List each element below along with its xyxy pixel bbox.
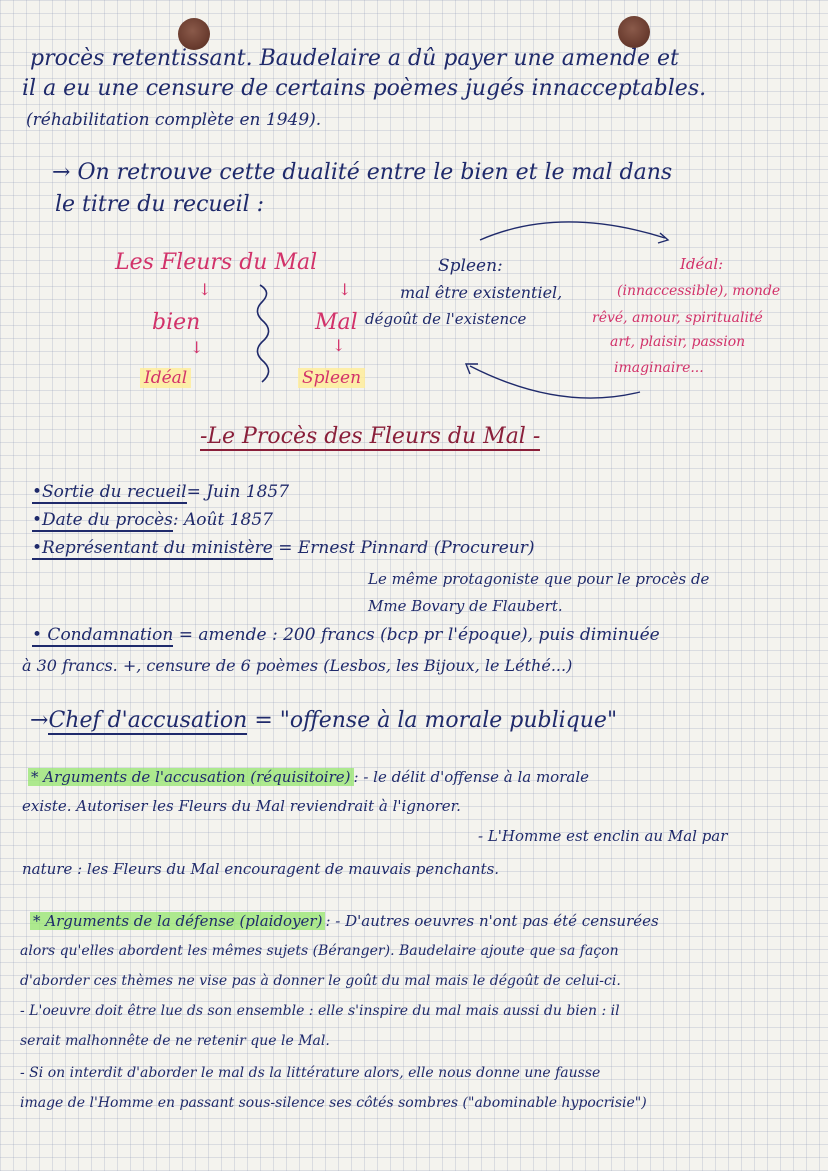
squiggle-brace-icon [250,280,280,390]
chef-accusation: →Chef d'accusation = "offense à la morale publique" [30,708,618,733]
duality-line-2: le titre du recueil : [55,192,265,217]
fact-representant: •Représentant du ministère = Ernest Pinnard (Procureur) [32,538,535,558]
section-title: -Le Procès des Fleurs du Mal - [200,424,541,449]
diagram-mal: Mal [315,310,358,335]
punch-hole-right [618,16,650,48]
diagram-ideal: Idéal [140,368,191,388]
accusation-line-3: - L'Homme est enclin au Mal par [478,827,728,845]
accusation-line-4: nature : les Fleurs du Mal encouragent de mauvais penchants. [22,860,500,878]
intro-line-2: il a eu une censure de certains poèmes jugés innacceptables. [22,76,707,101]
fact-rep-note-2: Mme Bovary de Flaubert. [368,597,563,615]
arrow-down-icon: ↓ [198,280,212,299]
ideal-heading: Idéal: [680,255,724,273]
ideal-desc-2: rêvé, amour, spiritualité [592,310,763,326]
defense-line-7: image de l'Homme en passant sous-silence ses côtés sombres ("abominable hypocrisie") [20,1095,647,1111]
ideal-desc-1: (innaccessible), monde [617,283,781,299]
accusation-line-1: * Arguments de l'accusation (réquisitoire) : - le délit d'offense à la morale [28,768,589,786]
fact-sortie: •Sortie du recueil= Juin 1857 [32,482,290,502]
diagram-title: Les Fleurs du Mal [115,250,318,275]
fact-condamnation: • Condamnation = amende : 200 francs (bcp pr l'époque), puis diminuée [32,625,660,645]
intro-line-1: procès retentissant. Baudelaire a dû payer une amende et [30,46,679,71]
accusation-line-2: existe. Autoriser les Fleurs du Mal reviendrait à l'ignorer. [22,797,461,815]
defense-line-2: alors qu'elles abordent les mêmes sujets (Béranger). Baudelaire ajoute que sa façon [20,943,619,959]
arrow-down-icon: ↓ [332,336,346,355]
defense-line-6: - Si on interdit d'aborder le mal ds la littérature alors, elle nous donne une fausse [20,1065,601,1081]
defense-line-4: - L'oeuvre doit être lue ds son ensemble : elle s'inspire du mal mais aussi du bien : il [20,1003,620,1019]
ideal-desc-4: imaginaire... [614,360,704,376]
fact-condamnation-2: à 30 francs. +, censure de 6 poèmes (Lesbos, les Bijoux, le Léthé...) [22,656,573,675]
spleen-desc-1: mal être existentiel, [400,283,563,302]
arrow-right-icon: → [30,708,49,733]
fact-date: •Date du procès: Août 1857 [32,510,273,530]
intro-line-3: (réhabilitation complète en 1949). [26,110,322,130]
defense-line-5: serait malhonnête de ne retenir que le Mal. [20,1033,330,1049]
arrow-down-icon: ↓ [190,338,204,357]
arrow-down-icon: ↓ [338,280,352,299]
spleen-desc-2: dégoût de l'existence [365,310,527,328]
spleen-heading: Spleen: [438,256,503,276]
defense-line-1: * Arguments de la défense (plaidoyer) : - D'autres oeuvres n'ont pas été censurées [30,912,659,930]
duality-line-1: → On retrouve cette dualité entre le bien et le mal dans [52,160,673,185]
fact-rep-note-1: Le même protagoniste que pour le procès de [368,570,710,588]
defense-line-3: d'aborder ces thèmes ne vise pas à donner le goût du mal mais le dégoût de celui-ci. [20,973,621,989]
diagram-bien: bien [152,310,201,335]
arrow-right-icon: → [52,160,78,185]
diagram-spleen: Spleen [298,368,365,388]
ideal-desc-3: art, plaisir, passion [610,334,746,350]
